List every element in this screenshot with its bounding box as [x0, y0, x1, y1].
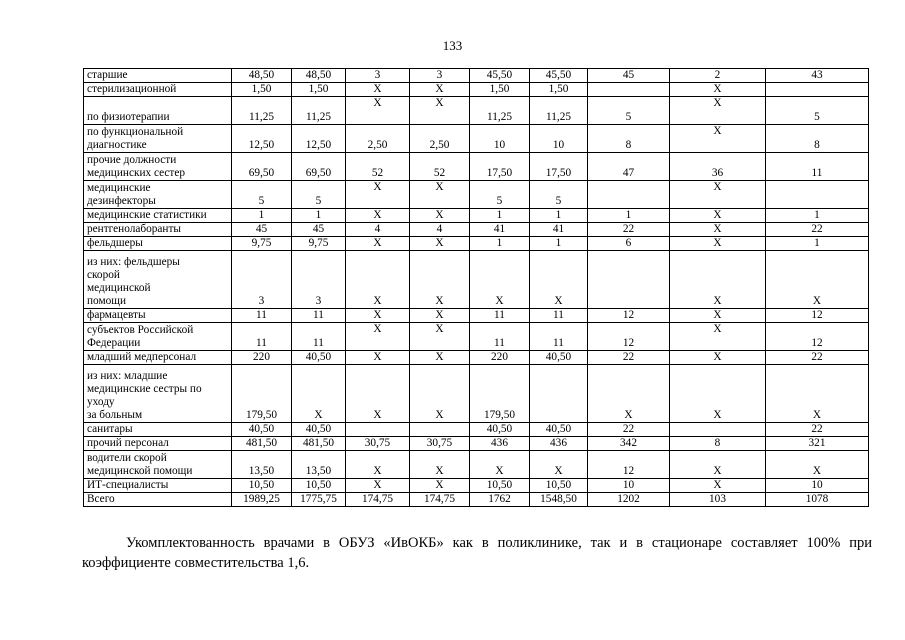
table-cell: Х	[670, 323, 766, 351]
row-label: субъектов Российской Федерации	[84, 323, 232, 351]
table-cell: 5	[470, 181, 530, 209]
table-cell: 11	[292, 323, 346, 351]
table-cell: 1	[588, 209, 670, 223]
table-cell: 1	[232, 209, 292, 223]
table-cell: 179,50	[470, 365, 530, 423]
table-cell: 40,50	[530, 351, 588, 365]
table-row	[84, 237, 869, 251]
table-cell: 1,50	[292, 83, 346, 97]
table-cell: 45	[588, 69, 670, 83]
table-cell: 11,25	[530, 97, 588, 125]
row-label: рентгенолаборанты	[84, 223, 232, 237]
table-cell: 69,50	[292, 153, 346, 181]
row-label: ИТ-специалисты	[84, 479, 232, 493]
table-cell: 12	[766, 323, 869, 351]
table-cell: 8	[670, 437, 766, 451]
table-row	[84, 97, 869, 125]
table-cell: 11	[470, 309, 530, 323]
row-label: прочий персонал	[84, 437, 232, 451]
table-cell: 2	[670, 69, 766, 83]
table-cell: 1,50	[470, 83, 530, 97]
table-cell: 6	[588, 237, 670, 251]
table-cell	[766, 83, 869, 97]
table-cell: 2,50	[410, 125, 470, 153]
row-label: водители скорой медицинской помощи	[84, 451, 232, 479]
table-cell: Х	[588, 365, 670, 423]
table-cell: 8	[588, 125, 670, 153]
row-label: из них: фельдшеры скорой медицинской помощи	[84, 251, 232, 309]
table-cell: 45,50	[530, 69, 588, 83]
table-cell: 22	[588, 351, 670, 365]
table-cell: Х	[346, 237, 410, 251]
table-cell: 17,50	[530, 153, 588, 181]
table-cell: 13,50	[292, 451, 346, 479]
table-cell: 30,75	[410, 437, 470, 451]
table-cell: 179,50	[232, 365, 292, 423]
table-cell	[588, 251, 670, 309]
table-cell: 22	[766, 223, 869, 237]
table-cell: 5	[588, 97, 670, 125]
table-cell: 45	[292, 223, 346, 237]
table-cell: 12,50	[292, 125, 346, 153]
row-label: медицинские дезинфекторы	[84, 181, 232, 209]
table-cell: 48,50	[232, 69, 292, 83]
page-number: 133	[442, 38, 463, 53]
footer-paragraph	[82, 533, 872, 573]
table-row	[84, 251, 869, 309]
table-row	[84, 365, 869, 423]
table-cell: Х	[766, 251, 869, 309]
table-cell: 9,75	[292, 237, 346, 251]
table-row	[84, 181, 869, 209]
table-cell: 5	[292, 181, 346, 209]
table-cell: 52	[410, 153, 470, 181]
table-cell: Х	[292, 365, 346, 423]
table-cell: 45,50	[470, 69, 530, 83]
table-cell: Х	[346, 309, 410, 323]
table-cell: Х	[670, 83, 766, 97]
table-cell: 10	[470, 125, 530, 153]
table-cell: Х	[670, 223, 766, 237]
table-cell: 1989,25	[232, 493, 292, 507]
table-cell	[588, 83, 670, 97]
table-row	[84, 451, 869, 479]
table-cell: 22	[766, 423, 869, 437]
table-cell: 1775,75	[292, 493, 346, 507]
row-label: из них: младшие медицинские сестры по уходу за больным	[84, 365, 232, 423]
row-label: стерилизационной	[84, 83, 232, 97]
table-cell: 436	[470, 437, 530, 451]
table-cell: 342	[588, 437, 670, 451]
staffing-table	[83, 68, 869, 507]
table-cell: Х	[470, 451, 530, 479]
table-cell: 3	[346, 69, 410, 83]
table-cell: Х	[410, 451, 470, 479]
table-cell: 47	[588, 153, 670, 181]
table-cell: 11,25	[292, 97, 346, 125]
table-cell: Х	[410, 237, 470, 251]
table-cell: 5	[232, 181, 292, 209]
table-cell: 2,50	[346, 125, 410, 153]
table-cell: Х	[346, 97, 410, 125]
table-cell: 12	[766, 309, 869, 323]
table-cell: 11	[292, 309, 346, 323]
table-cell: Х	[410, 209, 470, 223]
table-cell: 9,75	[232, 237, 292, 251]
table-cell: Х	[410, 181, 470, 209]
table-row	[84, 223, 869, 237]
table-cell: 321	[766, 437, 869, 451]
table-cell: 481,50	[232, 437, 292, 451]
table-cell: Х	[530, 451, 588, 479]
table-cell: 43	[766, 69, 869, 83]
table-cell: 22	[766, 351, 869, 365]
table-cell: Х	[410, 83, 470, 97]
table-cell: Х	[410, 351, 470, 365]
table-cell: Х	[670, 309, 766, 323]
footer-text: Укомплектованность врачами в ОБУЗ «ИвОКБ» как в поликлинике, так и в стационаре составляет 100% при коэффициенте совместительства 1,6.	[82, 535, 872, 571]
table-cell: 3	[232, 251, 292, 309]
table-cell: 1	[766, 209, 869, 223]
row-label: медицинские статистики	[84, 209, 232, 223]
table-cell: 174,75	[346, 493, 410, 507]
table-cell: Х	[346, 323, 410, 351]
table-cell: 45	[232, 223, 292, 237]
table-cell: 5	[530, 181, 588, 209]
table-cell: 11	[232, 323, 292, 351]
table-cell: 1	[292, 209, 346, 223]
table-cell: 10,50	[292, 479, 346, 493]
table-cell: 10	[530, 125, 588, 153]
table-cell: 481,50	[292, 437, 346, 451]
table-cell: 10	[588, 479, 670, 493]
table-cell: 36	[670, 153, 766, 181]
table-cell: 40,50	[292, 351, 346, 365]
table-cell: Х	[670, 125, 766, 153]
table-row	[84, 479, 869, 493]
table-cell: 11	[530, 323, 588, 351]
table-cell: 22	[588, 423, 670, 437]
table-cell: 22	[588, 223, 670, 237]
table-cell: Х	[346, 181, 410, 209]
table-cell: Х	[346, 479, 410, 493]
table-cell: 436	[530, 437, 588, 451]
row-label: старшие	[84, 69, 232, 83]
table-cell	[346, 423, 410, 437]
table-cell: 1,50	[530, 83, 588, 97]
table-cell: Х	[470, 251, 530, 309]
table-cell: 40,50	[530, 423, 588, 437]
table-row	[84, 437, 869, 451]
table-cell: Х	[346, 209, 410, 223]
table-cell	[670, 423, 766, 437]
row-label: прочие должности медицинских сестер	[84, 153, 232, 181]
table-cell: Х	[346, 251, 410, 309]
table-cell: 11,25	[470, 97, 530, 125]
table-cell: 11	[530, 309, 588, 323]
table-cell: 220	[232, 351, 292, 365]
table-cell: Х	[346, 351, 410, 365]
table-cell: 10,50	[232, 479, 292, 493]
row-label: по физиотерапии	[84, 97, 232, 125]
table-cell: 11	[470, 323, 530, 351]
table-cell: 13,50	[232, 451, 292, 479]
table-cell: 11,25	[232, 97, 292, 125]
table-cell: Х	[670, 451, 766, 479]
table-cell: 1	[470, 209, 530, 223]
table-cell: Х	[670, 251, 766, 309]
table-row	[84, 69, 869, 83]
table-row	[84, 209, 869, 223]
table-cell: 3	[410, 69, 470, 83]
table-cell: 11	[766, 153, 869, 181]
table-cell: Х	[766, 451, 869, 479]
table-cell: Х	[346, 83, 410, 97]
table-cell: 11	[232, 309, 292, 323]
table-cell	[530, 365, 588, 423]
table-cell: Х	[410, 323, 470, 351]
table-cell: 220	[470, 351, 530, 365]
table-cell: 12	[588, 309, 670, 323]
table-cell: 1548,50	[530, 493, 588, 507]
table-cell: 1078	[766, 493, 869, 507]
row-label: по функциональной диагностике	[84, 125, 232, 153]
table-cell: Х	[670, 209, 766, 223]
table-cell: Х	[530, 251, 588, 309]
table-cell: 4	[410, 223, 470, 237]
row-label: фельдшеры	[84, 237, 232, 251]
table-cell: 1202	[588, 493, 670, 507]
table-cell: 12	[588, 451, 670, 479]
table-row	[84, 351, 869, 365]
table-row	[84, 153, 869, 181]
table-cell: Х	[410, 97, 470, 125]
row-label: младший медперсонал	[84, 351, 232, 365]
table-cell: Х	[410, 309, 470, 323]
row-label: Всего	[84, 493, 232, 507]
table-cell: 4	[346, 223, 410, 237]
table-cell	[588, 181, 670, 209]
table-cell: 10,50	[530, 479, 588, 493]
table-cell: 8	[766, 125, 869, 153]
table-cell	[410, 423, 470, 437]
table-cell	[766, 181, 869, 209]
table-cell: 10	[766, 479, 869, 493]
table-row	[84, 125, 869, 153]
table-cell: 1	[530, 209, 588, 223]
table-cell: Х	[346, 451, 410, 479]
row-label: фармацевты	[84, 309, 232, 323]
table-cell: Х	[346, 365, 410, 423]
table-cell: 1	[470, 237, 530, 251]
table-row	[84, 423, 869, 437]
table-row	[84, 83, 869, 97]
table-cell: Х	[670, 237, 766, 251]
table-cell: 103	[670, 493, 766, 507]
table-cell: Х	[766, 365, 869, 423]
table-cell: 40,50	[232, 423, 292, 437]
table-cell: 41	[530, 223, 588, 237]
table-cell: 1	[530, 237, 588, 251]
table-cell: 48,50	[292, 69, 346, 83]
table-cell: 52	[346, 153, 410, 181]
table-cell: Х	[670, 181, 766, 209]
table-cell: Х	[670, 479, 766, 493]
table-cell: Х	[670, 365, 766, 423]
table-cell: 10,50	[470, 479, 530, 493]
table-cell: 1762	[470, 493, 530, 507]
table-cell: 12	[588, 323, 670, 351]
table-cell: 17,50	[470, 153, 530, 181]
table-cell: Х	[670, 351, 766, 365]
table-cell: 174,75	[410, 493, 470, 507]
table-cell: 69,50	[232, 153, 292, 181]
table-cell: Х	[410, 251, 470, 309]
table-cell: 5	[766, 97, 869, 125]
table-row	[84, 323, 869, 351]
table-cell: Х	[410, 479, 470, 493]
table-cell: 12,50	[232, 125, 292, 153]
row-label: санитары	[84, 423, 232, 437]
table-cell: 41	[470, 223, 530, 237]
table-row	[84, 493, 869, 507]
table-cell: 40,50	[470, 423, 530, 437]
table-cell: 40,50	[292, 423, 346, 437]
table-cell: Х	[410, 365, 470, 423]
table-cell: 1	[766, 237, 869, 251]
table-cell: 1,50	[232, 83, 292, 97]
table-cell: Х	[670, 97, 766, 125]
table-row	[84, 309, 869, 323]
table-cell: 30,75	[346, 437, 410, 451]
table-cell: 3	[292, 251, 346, 309]
